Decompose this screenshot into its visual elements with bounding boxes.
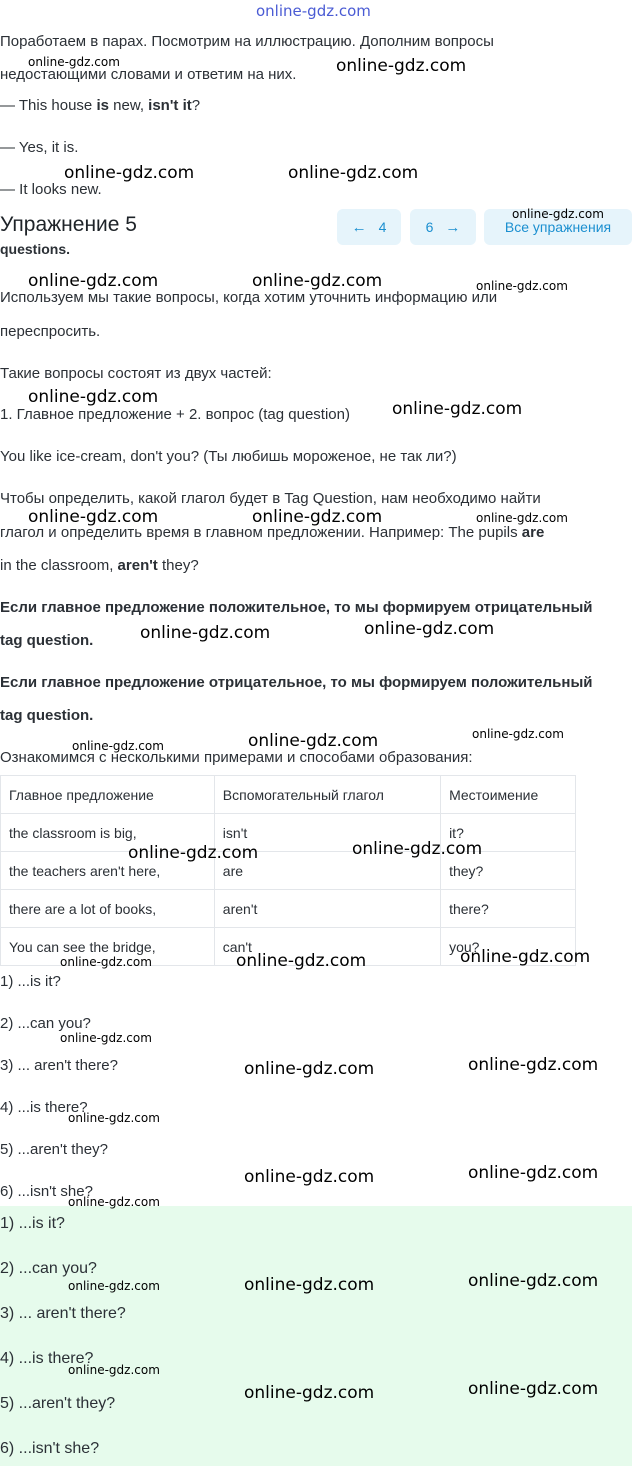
next-exercise-button[interactable] — [410, 209, 476, 245]
table-cell: you? — [441, 928, 576, 966]
arrow-left-icon: ← — [351, 218, 367, 236]
table-row — [1, 890, 576, 928]
next-exercise-label: 6 — [425, 219, 434, 235]
examples-table — [0, 775, 576, 966]
watermark: online-gdz.com — [64, 163, 195, 183]
theory-p1-line1: Используем мы такие вопросы, когда хотим уточнить информацию или — [0, 289, 498, 306]
table-row — [1, 852, 576, 890]
watermark: online-gdz.com — [68, 1363, 160, 1377]
watermark: online-gdz.com — [252, 507, 383, 527]
watermark: online-gdz.com — [336, 56, 467, 76]
watermark: online-gdz.com — [60, 1031, 152, 1045]
watermark: online-gdz.com — [140, 623, 271, 643]
table-cell: it? — [441, 814, 576, 852]
table-cell: the classroom is big, — [1, 814, 215, 852]
watermark: online-gdz.com — [468, 1271, 599, 1291]
example-answer-2: — It looks new. — [0, 181, 102, 198]
table-cell: can't — [214, 928, 440, 966]
theory-p5-line1: Чтобы определить, какой глагол будет в Tag Question, нам необходимо найти — [0, 490, 541, 507]
table-cell: You can see the bridge, — [1, 928, 215, 966]
exercise-item: 2) ...can you? — [0, 1015, 91, 1032]
watermark: online-gdz.com — [468, 1379, 599, 1399]
watermark: online-gdz.com — [28, 271, 159, 291]
top-watermark: online-gdz.com — [256, 2, 371, 20]
watermark: online-gdz.com — [68, 1195, 160, 1209]
theory-p1-line2: переспросить. — [0, 323, 101, 340]
exercise-item: 1) ...is it? — [0, 973, 61, 990]
exercise-item: 3) ... aren't there? — [0, 1057, 118, 1074]
watermark: online-gdz.com — [288, 163, 419, 183]
answer-item: 1) ...is it? — [0, 1215, 65, 1232]
rule-negative-line2: tag question. — [0, 707, 94, 724]
answer-block — [0, 1206, 632, 1466]
watermark: online-gdz.com — [252, 271, 383, 291]
rule-negative-line1: Если главное предложение отрицательное, то мы формируем положительный — [0, 674, 593, 691]
watermark: online-gdz.com — [392, 399, 523, 419]
example-question: — This house is new, isn't it? — [0, 97, 201, 114]
watermark: online-gdz.com — [472, 727, 564, 741]
table-header-cell: Вспомогательный глагол — [214, 776, 440, 814]
watermark: online-gdz.com — [512, 207, 604, 221]
watermark: online-gdz.com — [468, 1163, 599, 1183]
task-text-line2: недостающими словами и ответим на них. — [0, 66, 297, 83]
watermark: online-gdz.com — [28, 507, 159, 527]
watermark: online-gdz.com — [352, 839, 483, 859]
table-cell: there are a lot of books, — [1, 890, 215, 928]
table-cell: are — [214, 852, 440, 890]
watermark: online-gdz.com — [72, 739, 164, 753]
watermark: online-gdz.com — [28, 55, 120, 69]
watermark: online-gdz.com — [244, 1167, 375, 1187]
watermark: online-gdz.com — [244, 1059, 375, 1079]
task-text-line1: Поработаем в парах. Посмотрим на иллюстрацию. Дополним вопросы — [0, 33, 494, 50]
watermark: online-gdz.com — [248, 731, 379, 751]
table-cell: the teachers aren't here, — [1, 852, 215, 890]
arrow-right-icon: → — [445, 218, 461, 236]
exercise-item: 5) ...aren't they? — [0, 1141, 108, 1158]
watermark: online-gdz.com — [476, 279, 568, 293]
theory-p2: Такие вопросы состоят из двух частей: — [0, 365, 272, 382]
watermark: online-gdz.com — [28, 387, 159, 407]
theory-p5-line2: глагол и определить время в главном предложении. Например: The pupils are — [0, 524, 545, 541]
answer-item: 6) ...isn't she? — [0, 1440, 100, 1457]
theory-p3: 1. Главное предложение + 2. вопрос (tag question) — [0, 406, 350, 423]
table-row — [1, 814, 576, 852]
watermark: online-gdz.com — [244, 1383, 375, 1403]
watermark: online-gdz.com — [68, 1111, 160, 1125]
theory-p6: Ознакомимся с несколькими примерами и способами образования: — [0, 749, 473, 766]
table-cell: aren't — [214, 890, 440, 928]
answer-item: 4) ...is there? — [0, 1350, 94, 1367]
watermark: online-gdz.com — [244, 1275, 375, 1295]
watermark: online-gdz.com — [460, 947, 591, 967]
table-cell: they? — [441, 852, 576, 890]
answer-item: 2) ...can you? — [0, 1260, 97, 1277]
all-exercises-label: Все упражнения — [504, 219, 612, 235]
example-answer-1: — Yes, it is. — [0, 139, 79, 156]
watermark: online-gdz.com — [364, 619, 495, 639]
table-cell: isn't — [214, 814, 440, 852]
exercise-item: 6) ...isn't she? — [0, 1183, 93, 1200]
answer-item: 5) ...aren't they? — [0, 1395, 116, 1412]
prev-exercise-label: 4 — [378, 219, 387, 235]
answer-item: 3) ... aren't there? — [0, 1305, 126, 1322]
rule-positive-line2: tag question. — [0, 632, 94, 649]
table-header-cell: Главное предложение — [1, 776, 215, 814]
watermark: online-gdz.com — [60, 955, 152, 969]
exercise-item: 4) ...is there? — [0, 1099, 88, 1116]
page-title: Упражнение 5 — [0, 213, 137, 236]
watermark: online-gdz.com — [68, 1279, 160, 1293]
prev-exercise-button[interactable] — [337, 209, 401, 245]
table-header-row — [1, 776, 576, 814]
rule-positive-line1: Если главное предложение положительное, то мы формируем отрицательный — [0, 599, 593, 616]
cut-off-text: questions. — [0, 241, 71, 257]
watermark: online-gdz.com — [476, 511, 568, 525]
theory-p4: You like ice-cream, don't you? (Ты любишь мороженое, не так ли?) — [0, 448, 457, 465]
watermark: online-gdz.com — [236, 951, 367, 971]
theory-p5-line3: in the classroom, aren't they? — [0, 557, 199, 574]
watermark: online-gdz.com — [468, 1055, 599, 1075]
table-cell: there? — [441, 890, 576, 928]
table-header-cell: Местоимение — [441, 776, 576, 814]
watermark: online-gdz.com — [128, 843, 259, 863]
